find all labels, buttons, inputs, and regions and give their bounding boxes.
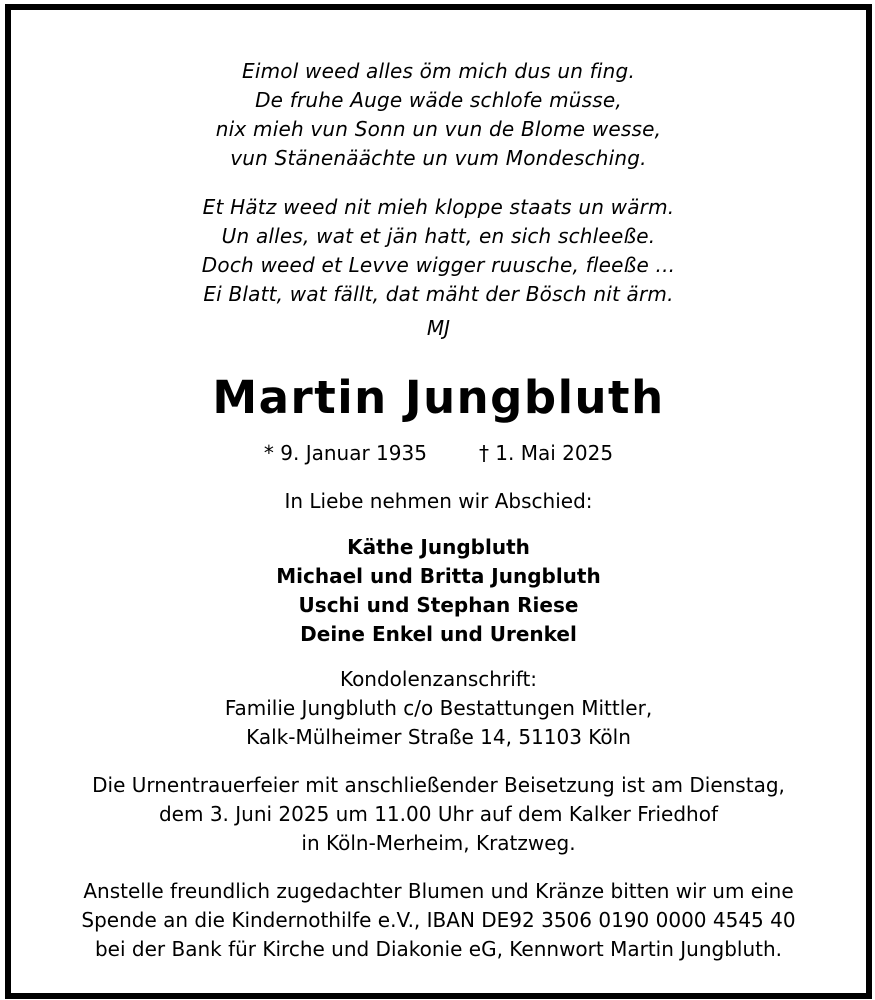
poem-line: Ei Blatt, wat fällt, dat mäht der Bösch nit ärm.	[203, 282, 674, 306]
mourner-name: Michael und Britta Jungbluth	[276, 564, 601, 588]
farewell-intro: In Liebe nehmen wir Abschied:	[284, 489, 593, 513]
ceremony-line: dem 3. Juni 2025 um 11.00 Uhr auf dem Kalker Friedhof	[158, 802, 718, 826]
condolence-line: Familie Jungbluth c/o Bestattungen Mittler,	[224, 696, 653, 720]
poem-line: vun Stänenäächte un vum Mondesching.	[230, 146, 647, 170]
poem-line: Un alles, wat et jän hatt, en sich schleeße.	[221, 224, 656, 248]
donation-line: Anstelle freundlich zugedachter Blumen und Kränze bitten wir um eine	[83, 879, 794, 903]
death-date: † 1. Mai 2025	[478, 441, 614, 465]
poem-line: nix mieh vun Sonn un vun de Blome wesse,	[215, 117, 662, 141]
poem-line: De fruhe Auge wäde schlofe müsse,	[255, 88, 622, 112]
poem-line: Eimol weed alles öm mich dus un fing.	[241, 59, 636, 83]
deceased-name: Martin Jungbluth	[212, 371, 665, 424]
condolence-line: Kalk-Mülheimer Straße 14, 51103 Köln	[246, 725, 631, 749]
life-dates	[11, 438, 866, 468]
donation-line: Spende an die Kindernothilfe e.V., IBAN DE92 3506 0190 0000 4545 40	[81, 908, 796, 932]
mourner-name: Deine Enkel und Urenkel	[300, 622, 577, 646]
birth-date: * 9. Januar 1935	[263, 441, 427, 465]
poem-line: Et Hätz weed nit mieh kloppe staats un wärm.	[202, 195, 675, 219]
condolence-address	[11, 665, 866, 752]
ceremony-line: Die Urnentrauerfeier mit anschließender Beisetzung ist am Dienstag,	[92, 773, 785, 797]
ceremony-line: in Köln-Merheim, Kratzweg.	[301, 831, 576, 855]
poem-stanza-2	[11, 193, 866, 309]
poem-stanza-1	[11, 57, 866, 173]
condolence-heading: Kondolenzanschrift:	[339, 667, 538, 691]
mourner-name: Käthe Jungbluth	[347, 535, 530, 559]
poem-line: Doch weed et Levve wigger ruusche, fleeße ...	[201, 253, 676, 277]
mourners-list	[11, 533, 866, 649]
obituary-frame	[5, 4, 872, 999]
ceremony-notice	[11, 771, 866, 858]
poem-author-initials: MJ	[426, 316, 451, 340]
donation-line: bei der Bank für Kirche und Diakonie eG, Kennwort Martin Jungbluth.	[94, 937, 782, 961]
donation-notice	[11, 877, 866, 964]
mourner-name: Uschi und Stephan Riese	[298, 593, 579, 617]
